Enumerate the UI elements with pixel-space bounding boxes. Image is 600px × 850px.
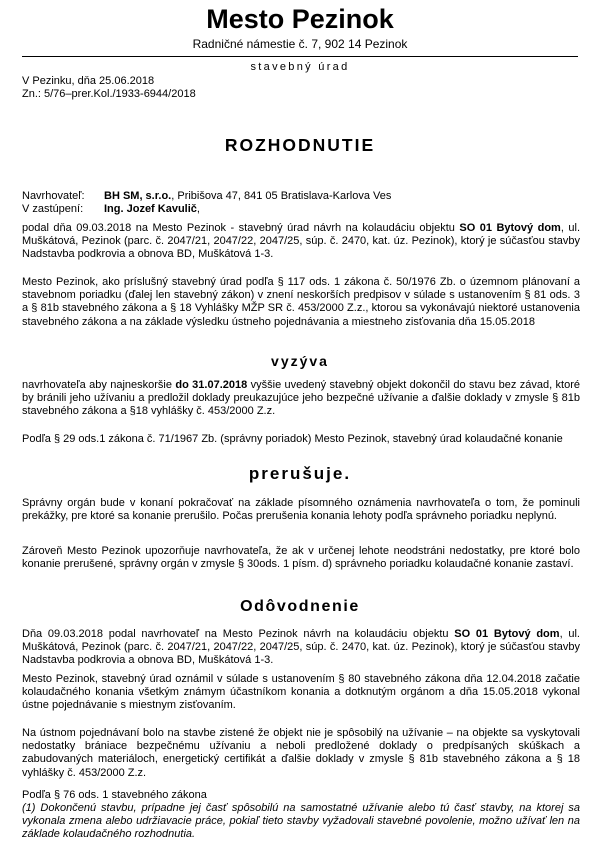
vyzyva-paragraph-2: Podľa § 29 ods.1 zákona č. 71/1967 Zb. (správny poriadok) Mesto Pezinok, stavebný úrad kolaudačné konanie <box>22 433 563 445</box>
representative-label: V zastúpení: <box>22 203 84 215</box>
applicant-label: Navrhovateľ: <box>22 190 85 202</box>
odov-p1-object: SO 01 Bytový dom <box>454 628 560 640</box>
intro-paragraph-2: Mesto Pezinok, ako príslušný stavebný úrad podľa § 117 ods. 1 zákona č. 50/1976 Zb. o územnom plánovaní a stavebnom poriadku (ďalej len stavebný zákon) v znení neskorších predpisov v súlade s ustanovením § 81 ods. 3 a § 81b stavebného zákona a § 18 Vyhlášky MŽP SR č. 453/2000 Z.z., ktorou sa vykonávajú niektoré ustanovenia stavebného zákona a na základe výsledku ústneho pojednávania a miestneho zisťovania dňa 15.05.2018 <box>22 276 580 328</box>
prerusuje-paragraph-1: Správny orgán bude v konaní pokračovať na základe písomného oznámenia navrhovateľa o tom, že pominuli prekážky, pre ktoré sa konanie prerušilo. Počas prerušenia konania lehoty podľa správneho poriadku neplynú. <box>22 497 580 523</box>
intro-p1-text-c: , ul. Muškátová, Pezinok (parc. č. 2047/21, 2047/22, 2047/25, súp. č. 2470, kat. úz. Pezinok), ktorý je súčasťou stavby Nadstavba podkrovia a obnova BD, Muškátová 1-3. <box>22 222 580 261</box>
office-name: stavebný úrad <box>250 61 350 73</box>
odovodnenie-heading: Odôvodnenie <box>240 598 360 615</box>
vyzyva-p1-text-c: vyššie uvedený stavebný objekt dokončil do stavu bez závad, ktoré by bránili jeho užívaniu a predložil doklady preukazujúce jeho bezpečné užívanie a ďalšie doklady v zmysle § 81b stavebného zákona a §18 vyhlášky č. 453/2000 Z.z. <box>22 379 580 418</box>
representative-name: Ing. Jozef Kavulič <box>104 203 197 215</box>
odovodnenie-paragraph-2: Mesto Pezinok, stavebný úrad oznámil v súlade s ustanovením § 80 stavebného zákona dňa 12.04.2018 začatie kolaudačného konania všetkým známym účastníkom konania a dotknutým orgánom a dňa 15.05.2018 vykonal ústne pojednávanie s miestnym zisťovaním. <box>22 673 580 712</box>
odovodnenie-paragraph-1 <box>22 628 580 668</box>
vyzyva-paragraph-1 <box>22 379 580 419</box>
odovodnenie-paragraph-3: Na ústnom pojednávaní bolo na stavbe zistené že objekt nie je spôsobilý na užívanie – na objekte sa vyskytovali nedostatky brániace bezpečnému užívaniu a neboli predložené doklady o predpísaných skúškach a zabudovaných materiáloch, energetický certifikát a ďalšie doklady v zmysle § 81b stavebného zákona a § 18 vyhlášky č. 453/2000 Z.z. <box>22 727 580 779</box>
date-line: V Pezinku, dňa 25.06.2018 <box>22 75 155 87</box>
municipality-address: Radničné námestie č. 7, 902 14 Pezinok <box>192 37 408 51</box>
applicant-row <box>22 190 391 203</box>
decision-title: ROZHODNUTIE <box>224 135 376 155</box>
prerusuje-heading: prerušuje. <box>248 464 352 483</box>
representative-suffix: , <box>196 203 200 215</box>
vyzyva-deadline: do 31.07.2018 <box>175 379 248 391</box>
legal-quote: (1) Dokončenú stavbu, prípadne jej časť spôsobilú na samostatné užívanie alebo tú časť stavby, na ktorej sa vykonala zmena alebo udržiavacie práce, pokiaľ tieto stavby vyžadovali stavebné povolenie, možno užívať len na základe kolaudačného rozhodnutia. <box>22 802 580 841</box>
odov-p1-text-a: Dňa 09.03.2018 podal navrhovateľ na Mesto Pezinok návrh na kolaudáciu objektu <box>22 628 455 640</box>
vyzyva-p1-text-a: navrhovateľa aby najneskoršie <box>22 379 176 391</box>
intro-p1-text-a: podal dňa 09.03.2018 na Mesto Pezinok - stavebný úrad návrh na kolaudáciu objektu <box>22 222 460 234</box>
document-meta <box>22 75 196 101</box>
header-divider <box>22 56 578 57</box>
municipality-title: Mesto Pezinok <box>206 4 394 34</box>
vyzyva-heading: vyzýva <box>271 353 329 369</box>
representative-row <box>22 203 391 216</box>
applicant-name: BH SM, s.r.o. <box>104 190 172 202</box>
reference-number: Zn.: 5/76–prer.Kol./1933-6944/2018 <box>22 88 196 100</box>
legal-reference-label: Podľa § 76 ods. 1 stavebného zákona <box>22 789 207 801</box>
parties-block <box>22 190 391 216</box>
intro-paragraph-1 <box>22 222 580 262</box>
prerusuje-paragraph-2: Zároveň Mesto Pezinok upozorňuje navrhovateľa, že ak v určenej lehote neodstráni nedostatky, pre ktoré bolo konanie prerušené, správny orgán v zmysle § 30ods. 1 písm. d) správneho poriadku kolaudačné konanie zastaví. <box>22 545 580 571</box>
intro-p1-object: SO 01 Bytový dom <box>459 222 561 234</box>
applicant-address: , Pribišova 47, 841 05 Bratislava-Karlova Ves <box>171 190 392 202</box>
odov-p1-text-c: , ul. Muškátová, Pezinok (parc. č. 2047/21, 2047/22, 2047/25, súp. č. 2470, kat. úz. Pezinok), ktorý je súčasťou stavby Nadstavba podkrovia a obnova BD, Muškátová 1-3. <box>22 628 580 667</box>
